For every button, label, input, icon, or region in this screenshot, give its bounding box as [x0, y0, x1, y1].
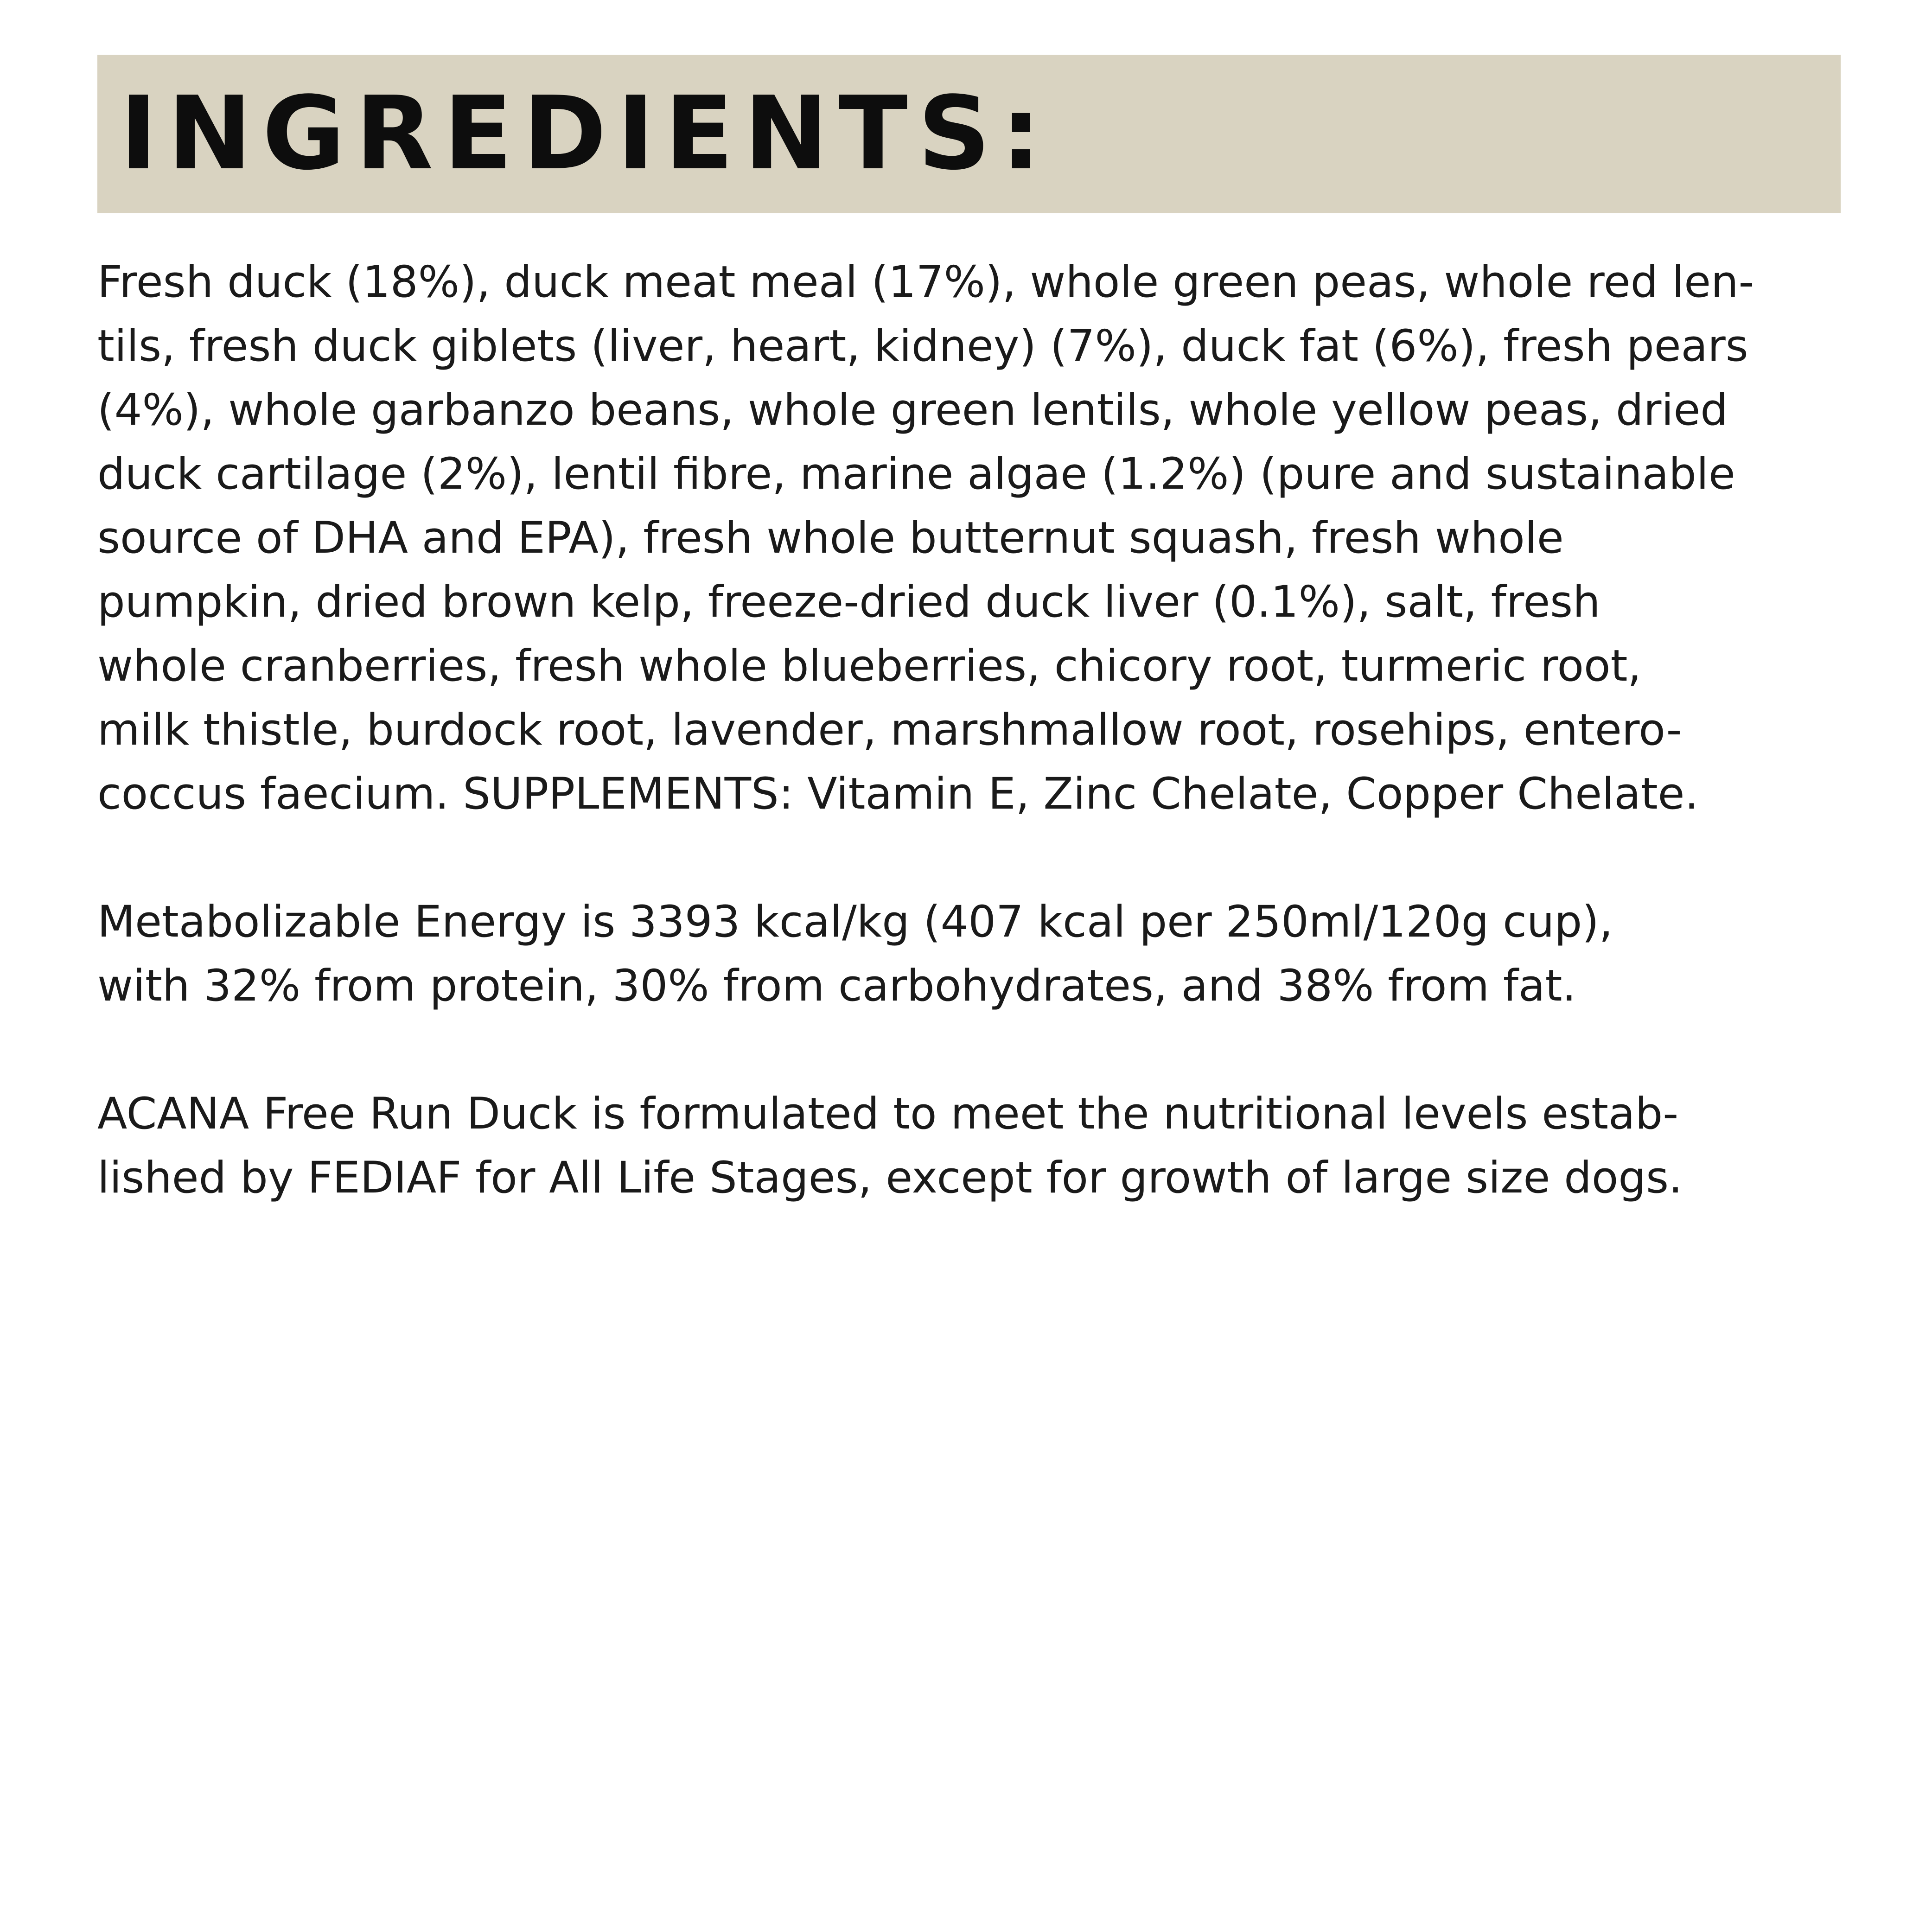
ingredients-paragraph: Fresh duck (18%), duck meat meal (17%), whole green peas, whole red len- tils, fresh duck giblets (liver, heart, kidney) (7%), duck fat (6%), fresh pears (4%), whole garbanzo beans, whole green lentils, whole yellow peas, dried duck cartilage (2%), lentil fibre, marine algae (1.2%) (pure and sustainable source of DHA and EPA), fresh whole butternut squash, fresh whole pumpkin, dried brown kelp, freeze-dried duck liver (0.1%), salt, fresh whole cranberries, fresh whole blueberries, chicory root, turmeric root, milk thistle, burdock root, lavender, marshmallow root, rosehips, entero- coccus faecium. SUPPLEMENTS: Vitamin E, Zinc Chelate, Copper Chelate. [97, 257, 1754, 819]
content-body [97, 250, 1841, 1210]
header-band [97, 55, 1841, 213]
energy-paragraph: Metabolizable Energy is 3393 kcal/kg (407 kcal per 250ml/120g cup), with 32% from protein, 30% from carbohydrates, and 38% from fat. [97, 897, 1613, 1011]
page-title: INGREDIENTS: [120, 75, 1052, 192]
nutrition-statement-paragraph: ACANA Free Run Duck is formulated to meet the nutritional levels estab- lished by FEDIAF for All Life Stages, except for growth of large size dogs. [97, 1089, 1683, 1203]
